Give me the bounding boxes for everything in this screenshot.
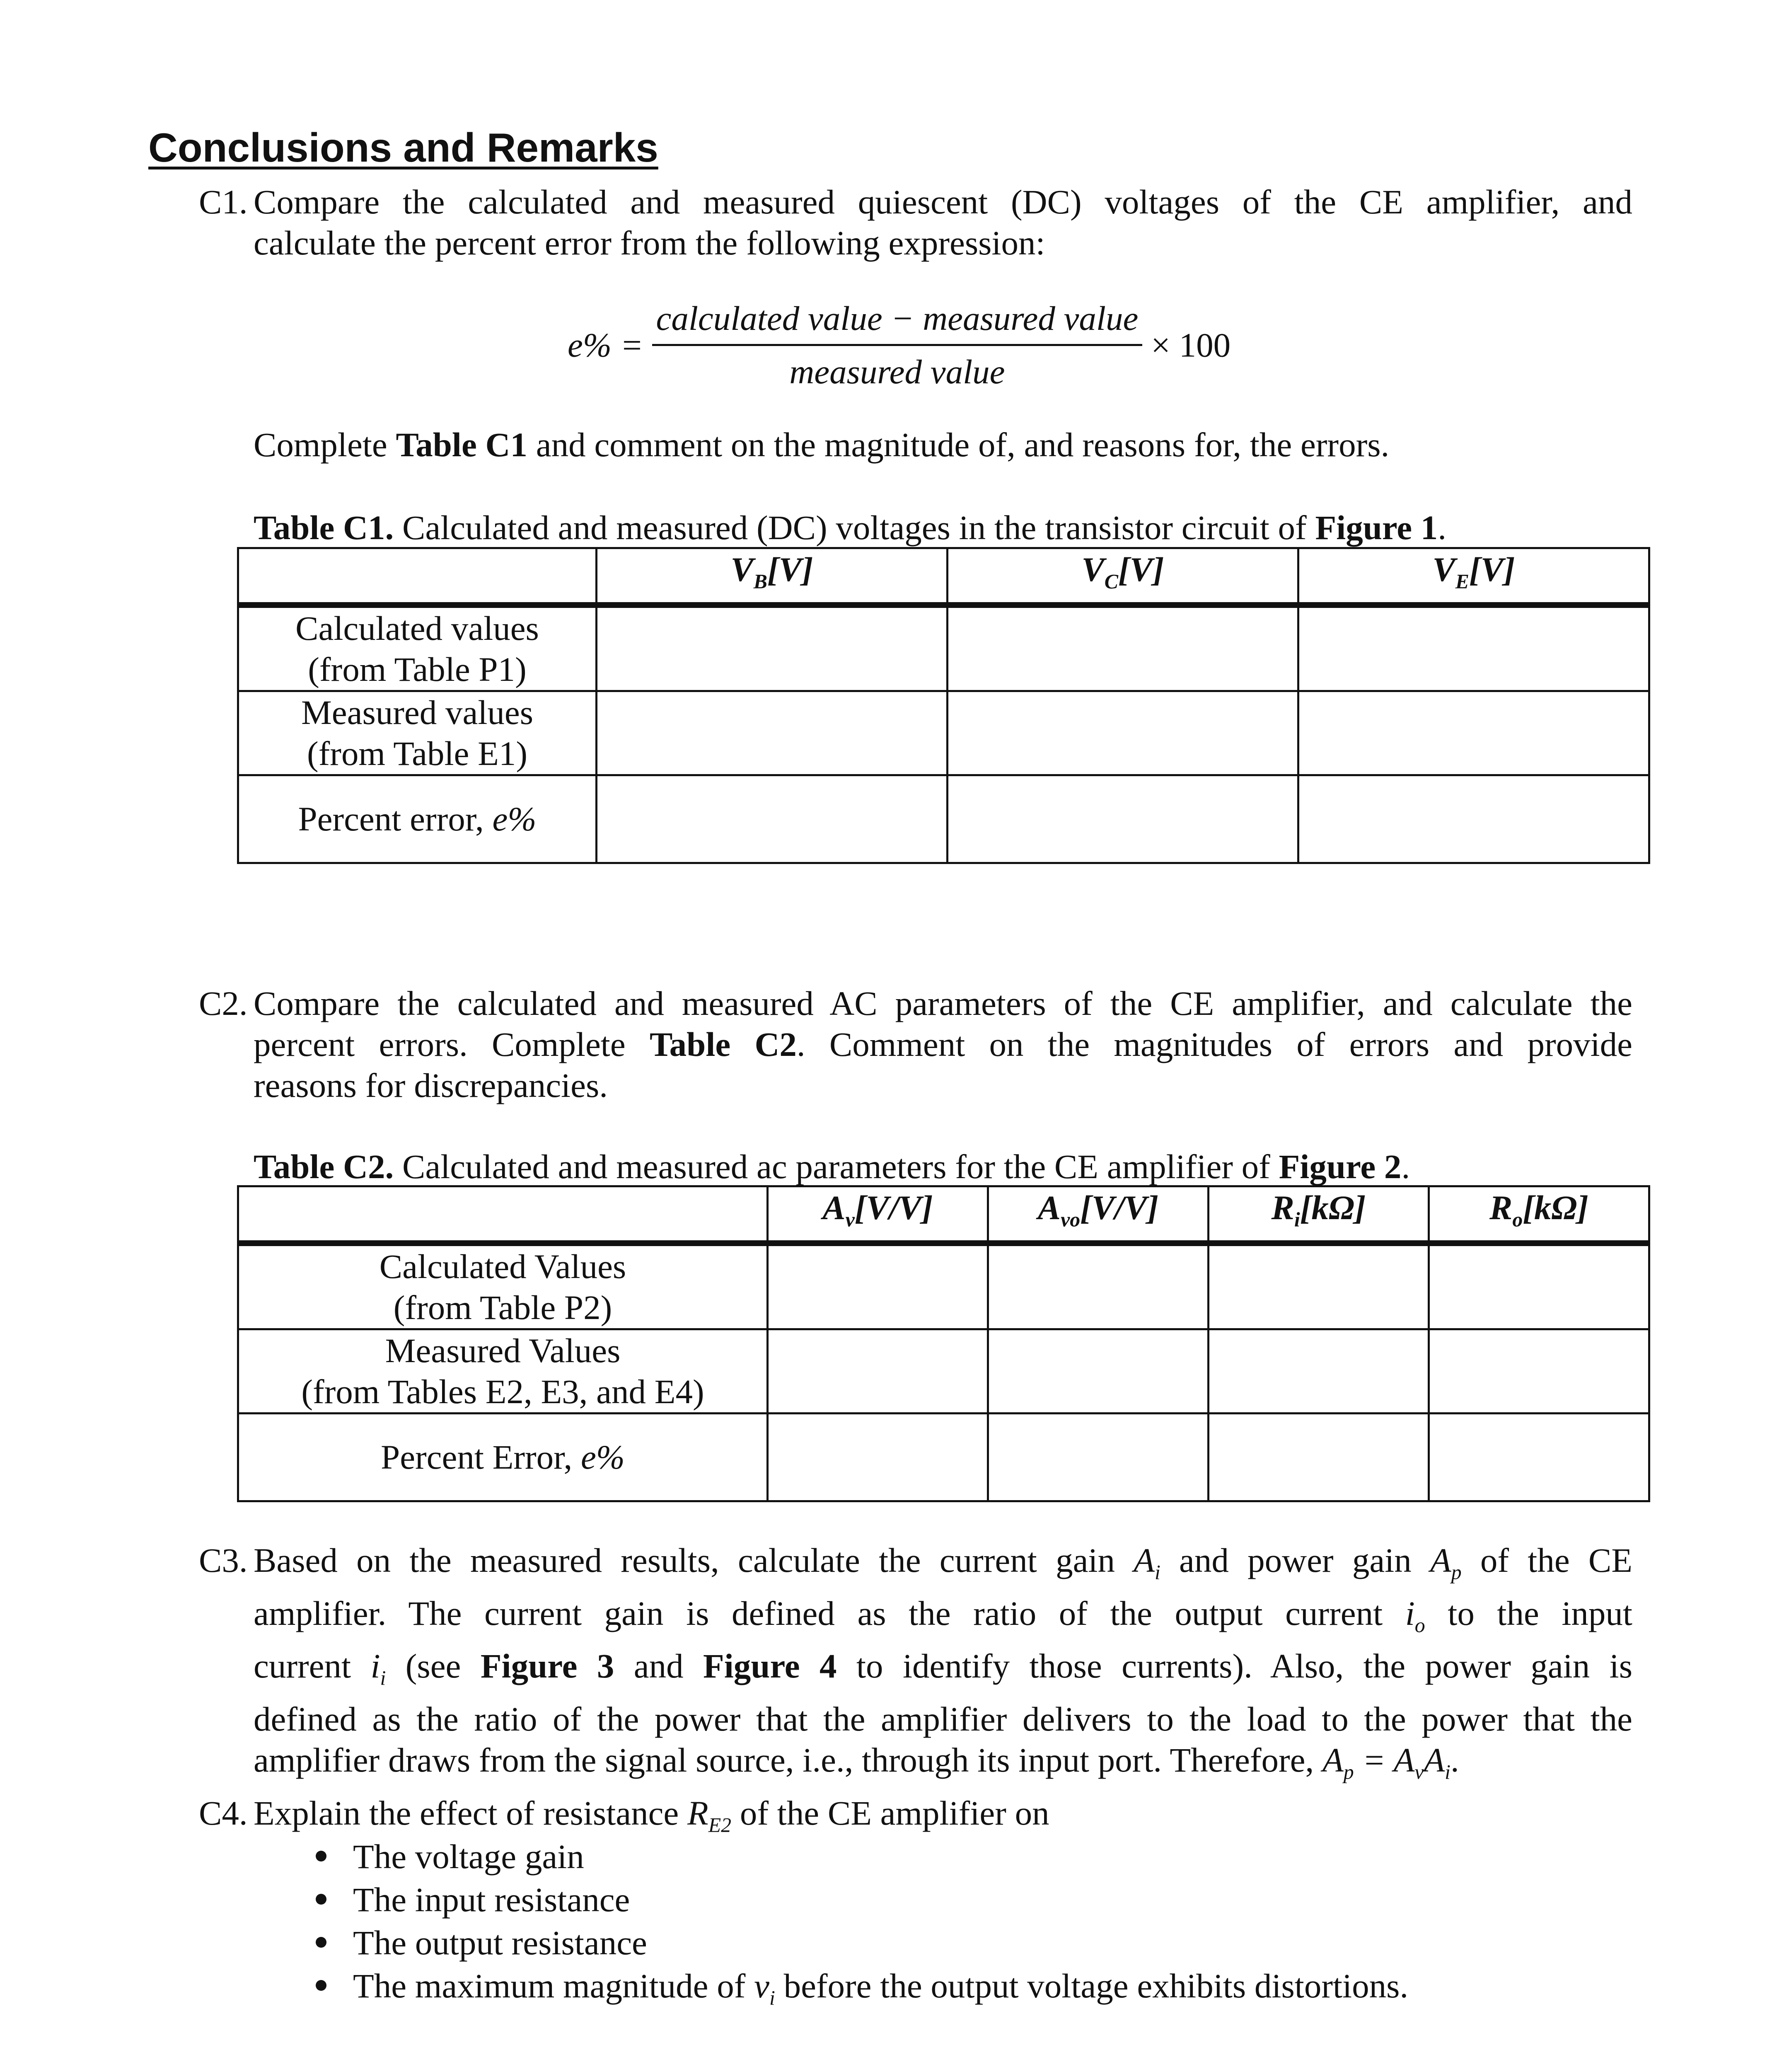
table-row [238, 775, 1649, 863]
table-c1-header-ve: $V_E[V]$ [1298, 548, 1649, 605]
c1-complete-table-ref: Table C1 [396, 426, 527, 464]
table-cell[interactable] [1429, 1413, 1649, 1501]
table-cell[interactable] [988, 1413, 1209, 1501]
c3-line-1: Based on the measured results, calculate the current gain $A_i$ and power gain $A_p$ of the CE [254, 1541, 1632, 1584]
table-c1-caption-label: Table C1. [254, 508, 394, 547]
table-cell[interactable] [1209, 1413, 1429, 1501]
table-c2-caption-end: . [1401, 1147, 1410, 1186]
table-c2-row-label-percent-error: Percent Error, e% [238, 1413, 768, 1501]
table-cell[interactable] [597, 775, 948, 863]
table-c2-header-ri: $R_i[k\Omega]$ [1209, 1186, 1429, 1243]
table-cell[interactable] [1429, 1329, 1649, 1413]
table-cell[interactable] [768, 1243, 988, 1329]
c2-paragraph [254, 983, 1632, 1106]
table-cell[interactable] [948, 605, 1298, 691]
table-cell[interactable] [1298, 775, 1649, 863]
table-row [238, 1413, 1649, 1501]
table-cell[interactable] [1298, 605, 1649, 691]
table-c2-header-avo: $A_{vo}[V/V]$ [988, 1186, 1209, 1243]
c2-label: C2. [199, 984, 248, 1022]
c3-paragraph [254, 1540, 1632, 1792]
section-heading: Conclusions and Remarks [148, 125, 658, 170]
table-c1-caption-end: . [1438, 508, 1447, 547]
c4-bullet-list [312, 1835, 1637, 2020]
c1-line-1: Compare the calculated and measured quiescent (DC) voltages of the CE amplifier, and [254, 183, 1632, 221]
formula-denominator: measured value [789, 353, 1005, 391]
c2-line-1: Compare the calculated and measured AC parameters of the CE amplifier, and calculate the [254, 984, 1632, 1022]
c1-complete-instruction [254, 424, 1389, 465]
table-c1-header-vc: $V_C[V]$ [948, 548, 1298, 605]
table-cell[interactable] [948, 691, 1298, 775]
table-c2-row-label-calculated: Calculated Values (from Table P2) [238, 1243, 768, 1329]
c2-line-3: reasons for discrepancies. [254, 1066, 608, 1104]
table-c1-row-label-calculated: Calculated values (from Table P1) [238, 605, 597, 691]
table-c1-corner [238, 548, 597, 605]
table-c2-caption [254, 1146, 1410, 1187]
table-c2-caption-label: Table C2. [254, 1147, 394, 1186]
table-cell[interactable] [988, 1329, 1209, 1413]
percent-error-formula [568, 298, 1231, 392]
table-c2-caption-figure: Figure 2 [1279, 1147, 1402, 1186]
table-c1-header-vb: $V_B[V]$ [597, 548, 948, 605]
table-c2-corner [238, 1186, 768, 1243]
list-item: The output resistance [312, 1921, 1637, 1964]
table-c2-header-ro: $R_o[k\Omega]$ [1429, 1186, 1649, 1243]
c3-label: C3. [199, 1541, 248, 1579]
table-row [238, 605, 1649, 691]
formula-numerator: calculated value − measured value [652, 298, 1143, 346]
table-c2-caption-text: Calculated and measured ac parameters for the CE amplifier of [394, 1147, 1279, 1186]
table-c1-caption [254, 507, 1446, 548]
c3-line-4: defined as the ratio of the power that the amplifier delivers to the load to the power that the [254, 1699, 1632, 1738]
formula-times: × 100 [1151, 326, 1231, 364]
c1-complete-prefix: Complete [254, 426, 396, 464]
table-cell[interactable] [768, 1329, 988, 1413]
table-c1-row-label-percent-error: Percent error, e% [238, 775, 597, 863]
formula-lhs: e% = [568, 326, 643, 364]
table-cell[interactable] [988, 1243, 1209, 1329]
table-cell[interactable] [1429, 1243, 1649, 1329]
table-row [238, 1329, 1649, 1413]
c4-label: C4. [199, 1794, 248, 1832]
table-c1-row-label-measured: Measured values (from Table E1) [238, 691, 597, 775]
list-item: The voltage gain [312, 1835, 1637, 1878]
c1-complete-suffix: and comment on the magnitude of, and reasons for, the errors. [527, 426, 1390, 464]
c2-line-2: percent errors. Complete Table C2. Comment on the magnitudes of errors and provide [254, 1025, 1633, 1063]
list-item: The input resistance [312, 1878, 1637, 1921]
table-cell[interactable] [768, 1413, 988, 1501]
table-row [238, 1243, 1649, 1329]
table-row [238, 691, 1649, 775]
table-cell[interactable] [1209, 1243, 1429, 1329]
table-c2-row-label-measured: Measured Values (from Tables E2, E3, and E4) [238, 1329, 768, 1413]
table-c2 [237, 1185, 1650, 1502]
table-c1-caption-text: Calculated and measured (DC) voltages in the transistor circuit of [394, 508, 1315, 547]
c1-line-2: calculate the percent error from the following expression: [254, 224, 1045, 262]
c1-paragraph [254, 182, 1632, 264]
formula-fraction [652, 298, 1143, 392]
table-cell[interactable] [597, 691, 948, 775]
table-cell[interactable] [597, 605, 948, 691]
table-cell[interactable] [1298, 691, 1649, 775]
table-c1 [237, 547, 1650, 864]
table-cell[interactable] [1209, 1329, 1429, 1413]
list-item: The maximum magnitude of $v_i$ before the output voltage exhibits distortions. [312, 1964, 1637, 2020]
c3-line-3: current $i_i$ (see Figure 3 and Figure 4 to identify those currents). Also, the power gain is [254, 1647, 1632, 1690]
c4-intro: Explain the effect of resistance $R_{E2}$ of the CE amplifier on [254, 1794, 1049, 1837]
c3-line-2: amplifier. The current gain is defined as the ratio of the output current $i_o$ to the input [254, 1594, 1632, 1637]
table-c2-header-av: $A_v[V/V]$ [768, 1186, 988, 1243]
c1-label: C1. [199, 183, 248, 221]
c3-line-5: amplifier draws from the signal source, i.e., through its input port. Therefore, $A_p = A_vA_i$. [254, 1740, 1459, 1784]
table-c1-caption-figure: Figure 1 [1315, 508, 1438, 547]
table-cell[interactable] [948, 775, 1298, 863]
